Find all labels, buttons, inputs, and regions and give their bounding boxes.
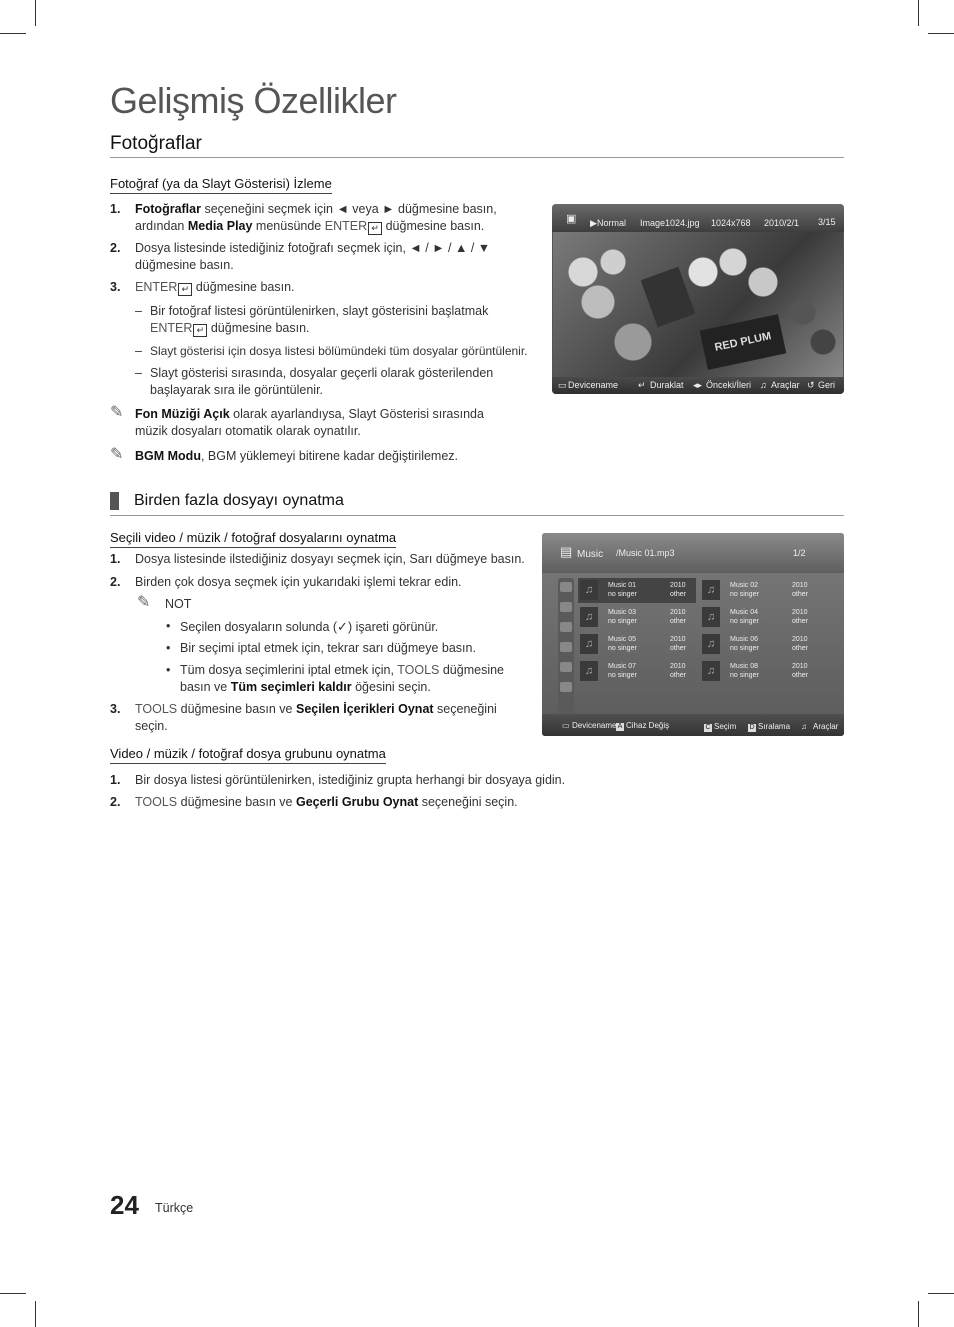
bullet: •: [166, 619, 171, 633]
music-item-artist: no singer: [730, 645, 759, 652]
bullet: •: [166, 663, 171, 677]
music-list-item[interactable]: [578, 632, 696, 657]
bullet-text: [180, 618, 540, 636]
step-number: 2.: [110, 575, 121, 589]
music-note-icon: ♫: [580, 661, 598, 681]
tools-icon: ♫: [760, 380, 767, 390]
crop-mark: [918, 0, 919, 26]
step-number: 1.: [110, 773, 121, 787]
d-key: [748, 722, 758, 732]
music-item-artist: no singer: [608, 645, 637, 652]
music-item-artist: no singer: [730, 591, 759, 598]
photo-info-bar: [552, 204, 844, 232]
bullet: •: [166, 641, 171, 655]
music-item-year: 2010: [670, 582, 686, 589]
step-text: [135, 701, 535, 735]
bullet-text: [180, 662, 540, 696]
music-item-text: [608, 608, 637, 626]
section-divider: [110, 515, 844, 516]
category-icon[interactable]: [560, 662, 572, 672]
section-divider: [110, 157, 844, 158]
c-key-label: C: [705, 724, 711, 731]
music-item-name: Music 06: [730, 636, 759, 643]
music-item-genre: other: [670, 591, 686, 598]
tools-button[interactable]: Araçlar: [813, 722, 839, 731]
enter-label: ENTER: [150, 321, 193, 335]
step-text: Dosya listesinde ilstediğiniz dosyayı seçmek için, Sarı düğmeye basın.: [135, 552, 525, 566]
device-name[interactable]: Devicename: [568, 380, 619, 390]
photo-icon: ▣: [566, 213, 577, 225]
bullet-bold: Tüm seçimleri kaldır: [230, 680, 352, 694]
music-item-name: Music 02: [730, 582, 759, 589]
music-item-artist: no singer: [608, 591, 637, 598]
music-header: [542, 533, 844, 573]
price-sign: RED PLUM: [700, 314, 787, 370]
music-item-name: Music 08: [730, 663, 759, 670]
enter-label: ENTER: [135, 280, 178, 294]
music-list-item[interactable]: [578, 605, 696, 630]
music-item-name: Music 04: [730, 609, 759, 616]
step-number: 2.: [110, 241, 121, 255]
step-text: Birden çok dosya seçmek için yukarıdaki işlemi tekrar edin.: [135, 575, 462, 589]
photo-image: [553, 232, 843, 377]
music-item-year: 2010: [670, 636, 686, 643]
step-number: 3.: [110, 702, 121, 716]
note-span: olarak ayarlandıysa, Slayt Gösterisi sırasında: [229, 407, 484, 421]
photo-control-bar: [552, 377, 844, 394]
step-span: seçin.: [135, 719, 168, 733]
dash-mark: –: [135, 366, 142, 380]
language-label: Türkçe: [155, 1201, 194, 1215]
music-page: 1/2: [793, 548, 806, 558]
music-list-item[interactable]: [578, 659, 696, 684]
dash-text: [150, 365, 540, 399]
category-icon[interactable]: [560, 642, 572, 652]
music-folder-icon: ▤: [560, 544, 573, 559]
note-bold: Fon Müziği Açık: [135, 407, 230, 421]
music-item-text: [730, 608, 759, 626]
device-icon: ▭: [558, 380, 567, 390]
section-title: Fotoğraflar: [110, 133, 202, 154]
page-title: Gelişmiş Özellikler: [110, 80, 397, 121]
music-note-icon: ♫: [580, 634, 598, 654]
photo-date: 2010/2/1: [764, 218, 800, 228]
music-item-artist: no singer: [608, 618, 637, 625]
step-text: Bir dosya listesi görüntülenirken, istediğiniz grupta herhangi bir dosyaya gidin.: [135, 773, 566, 787]
step-number: 2.: [110, 795, 121, 809]
step-span: düğmesine basın.: [192, 280, 295, 294]
dash-mark: –: [135, 344, 142, 358]
photo-count: 3/15: [818, 217, 836, 227]
music-item-genre: other: [670, 672, 686, 679]
left-right-icon: ◂▸: [693, 380, 703, 390]
music-item-text: [608, 662, 637, 680]
crop-mark: [0, 33, 26, 34]
music-item-year: 2010: [792, 609, 808, 616]
music-item-name: Music 03: [608, 609, 637, 616]
music-list-item[interactable]: [700, 632, 818, 657]
a-key-label: A: [617, 723, 623, 730]
enter-icon: ↵: [368, 222, 382, 235]
section-title: Birden fazla dosyayı oynatma: [134, 492, 344, 509]
music-control-bar: [542, 714, 844, 736]
device-icon: ▭: [562, 721, 570, 730]
step-span: seçeneğini: [433, 702, 497, 716]
tools-label: TOOLS: [135, 795, 178, 809]
step-bold: Media Play: [187, 219, 253, 233]
note-text: [135, 448, 535, 465]
step-span: seçeneğini seçmek için ◄ veya ► düğmesine basın,: [200, 202, 497, 216]
music-list-item[interactable]: [700, 659, 818, 684]
crop-mark: [928, 33, 954, 34]
music-item-meta: [670, 581, 686, 599]
music-item-meta: [670, 662, 686, 680]
category-icon[interactable]: [560, 622, 572, 632]
back-icon: ↺: [807, 380, 815, 390]
sort-button[interactable]: Sıralama: [758, 722, 791, 731]
note-bold: BGM Modu: [135, 449, 201, 463]
play-mode-icon: ▶: [590, 218, 597, 228]
note-span: , BGM yüklemeyi bitirene kadar değiştirilemez.: [200, 449, 459, 463]
note-icon: ✎: [137, 594, 151, 611]
music-browser-screen: [542, 533, 844, 736]
note-icon: ✎: [110, 404, 124, 421]
step-span: düğmesine basın.: [135, 258, 234, 272]
music-item-year: 2010: [792, 663, 808, 670]
music-list-item[interactable]: [578, 578, 696, 603]
step-text: [135, 279, 535, 296]
section-bar: [110, 492, 119, 510]
music-item-meta: [670, 608, 686, 626]
music-item-year: 2010: [670, 663, 686, 670]
play-mode: Normal: [597, 218, 627, 228]
step-number: 1.: [110, 202, 121, 216]
bullet-text: Bir seçimi iptal etmek için, tekrar sarı düğmeye basın.: [180, 641, 476, 655]
category-icon[interactable]: [560, 682, 572, 692]
category-icon[interactable]: [560, 602, 572, 612]
step-span: düğmesine basın.: [382, 219, 485, 233]
music-item-text: [730, 635, 759, 653]
subsection-title: Video / müzik / fotoğraf dosya grubunu oynatma: [110, 746, 386, 764]
category-sidebar[interactable]: [558, 578, 574, 718]
d-key-label: D: [749, 724, 755, 731]
music-item-artist: no singer: [730, 618, 759, 625]
change-device-button[interactable]: Cihaz Değiş: [626, 721, 670, 730]
music-item-name: Music 01: [608, 582, 637, 589]
music-item-genre: other: [792, 672, 808, 679]
page-number: 24: [110, 1190, 139, 1220]
enter-icon: ↵: [638, 380, 646, 390]
step-number: 1.: [110, 552, 121, 566]
step-bold: Fotoğraflar: [135, 202, 201, 216]
crop-mark: [35, 1301, 36, 1327]
select-button[interactable]: Seçim: [714, 722, 737, 731]
enter-icon: ↵: [193, 324, 207, 337]
step-bold: Seçilen İçerikleri Oynat: [295, 702, 434, 716]
a-key: [616, 721, 626, 731]
tools-label: TOOLS: [397, 663, 440, 677]
bullet-span: Tüm dosya seçimlerini iptal etmek için,: [180, 663, 398, 677]
dash-span: Slayt gösterisi sırasında, dosyalar geçerli olarak gösterilenden: [150, 366, 494, 380]
music-item-year: 2010: [670, 609, 686, 616]
music-item-meta: [792, 635, 808, 653]
note-icon: ✎: [110, 446, 124, 463]
price-sign: [641, 267, 696, 328]
music-note-icon: ♫: [580, 580, 598, 600]
music-item-text: [608, 581, 637, 599]
enter-icon: ↵: [178, 283, 192, 296]
music-item-text: [608, 635, 637, 653]
note-label: NOT: [165, 597, 192, 611]
crop-mark: [918, 1301, 919, 1327]
music-item-year: 2010: [792, 582, 808, 589]
step-number: 3.: [110, 280, 121, 294]
music-label: Music: [577, 549, 604, 560]
music-list-item[interactable]: [700, 605, 818, 630]
category-icon[interactable]: [560, 582, 572, 592]
step-span: menüsünde: [252, 219, 325, 233]
dash-text: Slayt gösterisi için dosya listesi bölümündeki tüm dosyalar görüntülenir.: [150, 344, 528, 358]
back-button[interactable]: Geri: [818, 380, 836, 390]
prev-next-button[interactable]: Önceki/İleri: [706, 380, 752, 390]
step-span: düğmesine basın ve: [177, 795, 296, 809]
step-text: [135, 201, 535, 235]
step-span: düğmesine basın ve: [177, 702, 296, 716]
music-item-genre: other: [670, 618, 686, 625]
crop-mark: [35, 0, 36, 26]
step-span: ardından: [135, 219, 188, 233]
c-key: [704, 722, 714, 732]
checkmark-icon: ✓: [337, 619, 348, 634]
music-list-item[interactable]: [700, 578, 818, 603]
dash-span: başlayarak sıra ile görüntülenir.: [150, 383, 324, 397]
music-item-genre: other: [670, 645, 686, 652]
crop-mark: [0, 1293, 26, 1294]
bullet-span: düğmesine: [439, 663, 504, 677]
music-item-meta: [792, 608, 808, 626]
music-note-icon: ♫: [702, 607, 720, 627]
bullet-span: basın ve: [180, 680, 231, 694]
music-item-meta: [792, 581, 808, 599]
note-span: müzik dosyaları otomatik olarak oynatılır.: [135, 424, 361, 438]
photo-viewer-screen: [552, 204, 844, 394]
tools-button[interactable]: Araçlar: [771, 380, 800, 390]
dash-span: Bir fotoğraf listesi görüntülenirken, slayt gösterisini başlatmak: [150, 304, 489, 318]
music-item-genre: other: [792, 591, 808, 598]
music-note-icon: ♫: [702, 661, 720, 681]
dash-mark: –: [135, 304, 142, 318]
music-item-artist: no singer: [730, 672, 759, 679]
step-bold: Geçerli Grubu Oynat: [295, 795, 419, 809]
music-path: /Music 01.mp3: [616, 548, 675, 558]
music-item-meta: [670, 635, 686, 653]
music-item-genre: other: [792, 645, 808, 652]
music-item-artist: no singer: [608, 672, 637, 679]
subsection-title: Seçili video / müzik / fotoğraf dosyalarını oynatma: [110, 530, 396, 548]
pause-button[interactable]: Duraklat: [650, 380, 684, 390]
music-item-name: Music 07: [608, 663, 637, 670]
bullet-span: öğesini seçin.: [351, 680, 431, 694]
photo-resolution: 1024x768: [711, 218, 751, 228]
music-item-meta: [792, 662, 808, 680]
photo-filename: Image1024.jpg: [640, 218, 700, 228]
step-span: Dosya listesinde istediğiniz fotoğrafı seçmek için, ◄ / ► / ▲ / ▼: [135, 241, 491, 255]
music-item-text: [730, 581, 759, 599]
music-item-text: [730, 662, 759, 680]
music-item-genre: other: [792, 618, 808, 625]
bullet-span: ) işareti görünür.: [347, 620, 439, 634]
step-text: [135, 240, 535, 274]
subsection-title: Fotoğraf (ya da Slayt Gösterisi) İzleme: [110, 176, 332, 194]
music-item-year: 2010: [792, 636, 808, 643]
bullet-span: Seçilen dosyaların solunda (: [180, 620, 338, 634]
music-item-name: Music 05: [608, 636, 637, 643]
step-text: [135, 794, 585, 811]
step-span: seçeneğini seçin.: [418, 795, 518, 809]
dash-text: [150, 303, 540, 337]
music-note-icon: ♫: [702, 634, 720, 654]
note-text: [135, 406, 535, 440]
enter-label: ENTER: [324, 219, 368, 233]
device-name[interactable]: Devicename: [572, 721, 617, 730]
crop-mark: [928, 1293, 954, 1294]
dash-span: düğmesine basın.: [207, 321, 310, 335]
music-note-icon: ♫: [702, 580, 720, 600]
tools-icon: ♫: [801, 722, 807, 731]
tools-label: TOOLS: [135, 702, 178, 716]
music-note-icon: ♫: [580, 607, 598, 627]
